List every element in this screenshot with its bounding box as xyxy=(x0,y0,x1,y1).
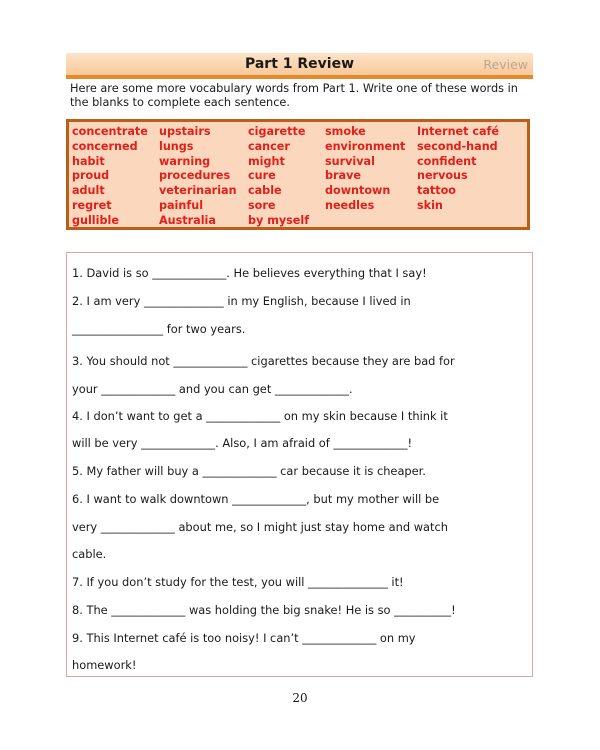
word-bank-item: cure xyxy=(248,169,276,183)
word-bank-item: skin xyxy=(417,198,443,212)
word-bank-item: upstairs xyxy=(159,125,211,138)
exercise-line: 2. I am very ______________ in my English, because I lived in xyxy=(72,294,411,308)
word-bank-item: confident xyxy=(417,154,477,168)
word-bank-item: brave xyxy=(325,169,361,183)
word-bank-column xyxy=(248,125,309,229)
word-bank-item: downtown xyxy=(325,184,391,198)
word-bank-column xyxy=(72,125,148,229)
word-bank xyxy=(66,119,530,230)
word-bank-column xyxy=(417,125,499,214)
exercise-line: cable. xyxy=(72,547,107,561)
word-bank-item: nervous xyxy=(417,169,468,183)
instructions: Here are some more vocabulary words from Part 1. Write one of these words in the blanks to complete each sentence. xyxy=(70,82,518,109)
exercise-line: 9. This Internet café is too noisy! I can’t _____________ on my xyxy=(72,631,416,645)
word-bank-item: concentrate xyxy=(72,125,148,138)
word-bank-item: needles xyxy=(325,198,375,212)
exercise-line: homework! xyxy=(72,658,137,672)
word-bank-item: cable xyxy=(248,184,282,198)
word-bank-item: sore xyxy=(248,198,276,212)
word-bank-item: might xyxy=(248,154,285,168)
word-bank-item: veterinarian xyxy=(159,184,237,198)
word-bank-item: smoke xyxy=(325,125,366,138)
word-bank-item: proud xyxy=(72,169,110,183)
word-bank-item: Internet café xyxy=(417,125,500,138)
exercise-box xyxy=(66,252,533,677)
exercise-line: 7. If you don’t study for the test, you will ______________ it! xyxy=(72,575,404,589)
word-bank-item: environment xyxy=(325,139,406,153)
exercise-line: will be very _____________. Also, I am afraid of _____________! xyxy=(72,436,413,450)
exercise-line: very _____________ about me, so I might just stay home and watch xyxy=(72,520,448,534)
word-bank-item: second-hand xyxy=(417,139,498,153)
word-bank-item: survival xyxy=(325,154,375,168)
word-bank-item: lungs xyxy=(159,139,194,153)
exercise-line: 3. You should not _____________ cigarettes because they are bad for xyxy=(72,354,455,368)
section-title: Part 1 Review xyxy=(244,56,355,72)
word-bank-column xyxy=(159,125,237,229)
word-bank-item: cigarette xyxy=(248,125,306,138)
section-header xyxy=(66,53,533,79)
exercise-line: 8. The _____________ was holding the big snake! He is so __________! xyxy=(72,603,456,617)
word-bank-item: procedures xyxy=(159,169,231,183)
word-bank-item: warning xyxy=(159,154,211,168)
word-bank-item: tattoo xyxy=(417,184,456,198)
word-bank-item: adult xyxy=(72,184,105,198)
word-bank-item: gullible xyxy=(72,213,119,227)
word-bank-item: habit xyxy=(72,154,105,168)
word-bank-column xyxy=(325,125,405,214)
word-bank-item: painful xyxy=(159,198,204,212)
word-bank-item: regret xyxy=(72,198,112,212)
exercise-line: 4. I don’t want to get a _____________ on my skin because I think it xyxy=(72,409,448,423)
word-bank-item: concerned xyxy=(72,139,138,153)
exercise-line: 6. I want to walk downtown _____________, but my mother will be xyxy=(72,492,440,506)
word-bank-item: cancer xyxy=(248,139,290,153)
exercise-line: 5. My father will buy a _____________ car because it is cheaper. xyxy=(72,464,426,478)
section-tag: Review xyxy=(483,57,528,72)
page-number: 20 xyxy=(292,691,308,705)
exercise-line: 1. David is so _____________. He believes everything that I say! xyxy=(72,266,427,280)
exercise-line: ________________ for two years. xyxy=(72,322,246,336)
word-bank-item: Australia xyxy=(159,213,216,227)
exercise-line: your _____________ and you can get _____________. xyxy=(72,382,353,396)
word-bank-item: by myself xyxy=(248,213,310,227)
